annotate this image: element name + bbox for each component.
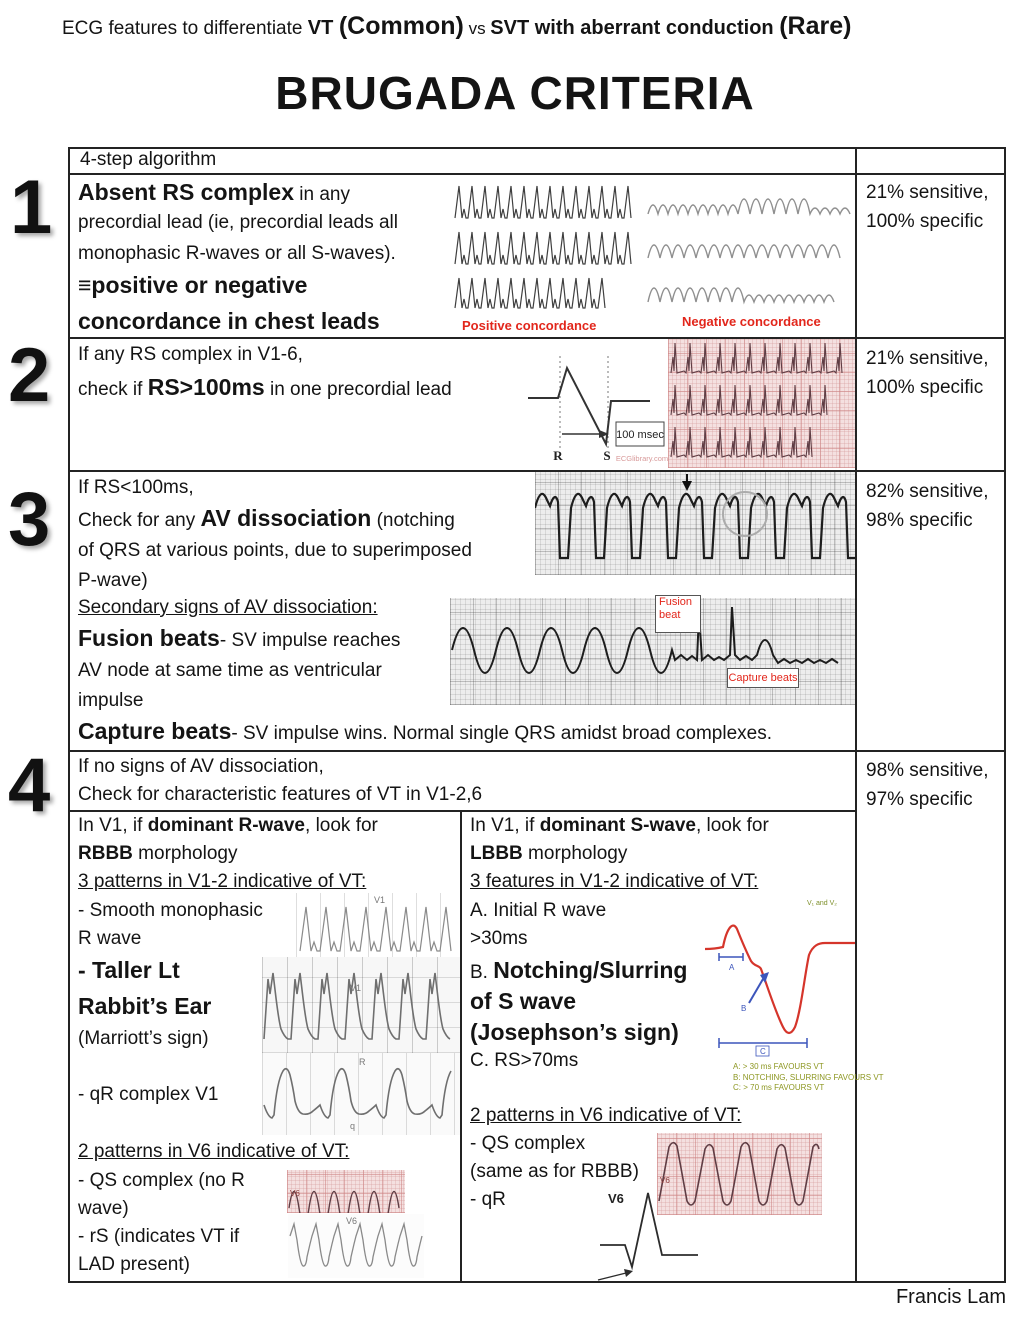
capture-beats-text: - SV impulse wins. Normal single QRS amidst broad complexes.	[231, 723, 773, 744]
v6-qr-diagram	[592, 1183, 707, 1285]
step3-line2	[78, 505, 455, 532]
step4l-intro1	[78, 815, 378, 837]
step3-number: 3	[8, 477, 51, 562]
qr-complex-ecg	[262, 1053, 460, 1135]
label-100msec: 100 msec	[616, 429, 664, 441]
lbbb-features-diagram	[703, 893, 858, 1058]
step1-stats-line2: 100% specific	[866, 211, 984, 232]
positive-concordance-caption: Positive concordance	[462, 318, 597, 333]
negative-concordance-caption: Negative concordance	[682, 314, 821, 329]
header-rare: (Rare)	[779, 12, 852, 40]
step1-bold2: ≡positive or negative	[78, 272, 308, 298]
step2-stats	[866, 344, 989, 402]
step2-stats-line2: 100% specific	[866, 377, 984, 398]
step4l-rs2b: LAD present)	[78, 1254, 190, 1275]
capture-beats-label: Capture beats	[727, 668, 799, 688]
header-line	[62, 12, 851, 41]
diagram-b-label: B	[741, 1004, 747, 1013]
step3-line4: P-wave)	[78, 570, 148, 591]
negative-concordance-ecg	[646, 178, 854, 310]
step1-line3: monophasic R-waves or all S-waves).	[78, 243, 396, 264]
step4-stats-line2: 97% specific	[866, 789, 973, 810]
step4l-intro2-a: RBBB	[78, 843, 133, 864]
step4-number: 4	[8, 743, 51, 828]
v6-label-pink-right: V6	[660, 1176, 670, 1185]
step1-stats-line1: 21% sensitive,	[866, 182, 989, 203]
step3-fusion-line	[78, 625, 400, 652]
step4l-pattern1b: R wave	[78, 928, 142, 949]
step1-rest1: in any	[294, 184, 350, 205]
step4r-intro1-b: dominant S-wave	[539, 815, 696, 836]
step4l-intro2	[78, 843, 237, 865]
step3-capture-line	[78, 718, 772, 745]
capture-beats-bold: Capture beats	[78, 718, 232, 744]
step3-check-bold: AV dissociation	[200, 505, 372, 531]
v6-diagram-label: V6	[608, 1191, 624, 1206]
row-divider-1	[68, 173, 1006, 175]
fusion-beats-text: - SV impulse reaches	[219, 630, 401, 651]
step4l-pattern2b: Rabbit’s Ear	[78, 993, 212, 1019]
step4l-heading2: 2 patterns in V6 indicative of VT:	[78, 1141, 350, 1162]
fusion-beat-label	[655, 595, 701, 633]
step4l-pattern2c: (Marriott’s sign)	[78, 1028, 209, 1049]
page-title: BRUGADA CRITERIA	[275, 67, 755, 119]
step4-stats	[866, 756, 989, 814]
step2-line1: If any RS complex in V1-6,	[78, 344, 303, 365]
step3-secondary-heading: Secondary signs of AV dissociation:	[78, 597, 378, 618]
step4r-featureA2: >30ms	[470, 928, 528, 949]
step3-fusion-line2: AV node at same time as ventricular	[78, 660, 382, 681]
step3-stats-line2: 98% specific	[866, 510, 973, 531]
step4r-featureB3: (Josephson’s sign)	[470, 1019, 679, 1045]
step2-check-suffix: in one precordial lead	[264, 379, 452, 400]
step2-ecg-trace	[668, 339, 855, 468]
step3-stats	[866, 477, 989, 535]
step3-stats-line1: 82% sensitive,	[866, 481, 989, 502]
fusion-beat-label-line1: Fusion	[659, 596, 693, 608]
v6-rs-ecg	[288, 1214, 424, 1278]
step4r-featureA1: A. Initial R wave	[470, 900, 607, 921]
step2-check-bold: RS>100ms	[147, 374, 265, 400]
step4r-intro1	[470, 815, 769, 837]
av-dissociation-ecg	[535, 472, 855, 575]
fusion-beat-label-line2: beat	[659, 609, 681, 621]
label-s: S	[603, 448, 611, 463]
step4r-heading2: 2 patterns in V6 indicative of VT:	[470, 1105, 742, 1126]
step3-check-suffix: (notching	[371, 510, 455, 531]
step4l-rs2a: - rS (indicates VT if	[78, 1226, 240, 1247]
diagram-lead-label: V₁ and V₂	[807, 900, 837, 907]
step4-stats-line1: 98% sensitive,	[866, 760, 989, 781]
step4r-intro2-a: LBBB	[470, 843, 523, 864]
step4r-intro1-a: In V1, if	[470, 815, 540, 836]
step1-bold1: Absent RS complex	[78, 179, 294, 205]
step4r-featureB1	[470, 957, 687, 984]
step2-stats-line1: 21% sensitive,	[866, 348, 989, 369]
step4l-intro1-a: In V1, if	[78, 815, 148, 836]
v6-qs-pink-ecg	[287, 1170, 405, 1213]
step4r-intro1-c: , look for	[695, 815, 769, 836]
step4r-featureC: C. RS>70ms	[470, 1050, 579, 1071]
step1-line1	[78, 179, 350, 206]
v1-label-mid: V1	[350, 983, 362, 993]
step4l-intro1-c: , look for	[305, 815, 378, 836]
v1-monophasic-ecg	[296, 893, 460, 957]
step4l-pattern1a: - Smooth monophasic	[78, 900, 263, 921]
step3-fusion-line3: impulse	[78, 690, 144, 711]
step1-stats	[866, 178, 989, 236]
diagram-legend	[733, 1062, 884, 1094]
step4r-intro2	[470, 843, 627, 865]
footer-author: Francis Lam	[895, 1286, 1006, 1308]
diagram-a-label: A	[729, 963, 735, 972]
step1-line2: precordial lead (ie, precordial leads all	[78, 212, 399, 233]
header-prefix: ECG features to differentiate	[62, 18, 308, 39]
stats-column-divider	[855, 147, 857, 1283]
header-svt: SVT with aberrant conduction	[490, 17, 780, 39]
step4-line2: Check for characteristic features of VT in V1-2,6	[78, 784, 483, 805]
step4l-intro1-b: dominant R-wave	[147, 815, 306, 836]
step2-line2	[78, 374, 452, 401]
r-label: R	[359, 1057, 366, 1067]
step4l-qs1b: wave)	[78, 1198, 129, 1219]
step4r-qs1: - QS complex	[470, 1133, 586, 1154]
header-vt: VT	[307, 17, 339, 39]
step4-line1: If no signs of AV dissociation,	[78, 756, 324, 777]
legend-line-c: C: > 70 ms FAVOURS VT	[733, 1083, 825, 1092]
header-vs: vs	[463, 19, 491, 38]
step4l-pattern3: - qR complex V1	[78, 1084, 219, 1105]
v1-label-top: V1	[374, 895, 386, 905]
header-common: (Common)	[338, 12, 464, 40]
row-divider-2	[68, 337, 1006, 339]
legend-line-a: A: > 30 ms FAVOURS VT	[733, 1062, 824, 1071]
algorithm-label: 4-step algorithm	[80, 149, 217, 170]
step3-line1: If RS<100ms,	[78, 477, 194, 498]
v6-label-white-left: V6	[346, 1216, 358, 1226]
fusion-beats-bold: Fusion beats	[78, 625, 220, 651]
step3-check-prefix: Check for any	[78, 510, 201, 531]
step4l-pattern2a: - Taller Lt	[78, 957, 180, 983]
positive-concordance-ecg	[452, 176, 640, 314]
step4l-heading1: 3 patterns in V1-2 indicative of VT:	[78, 871, 367, 892]
row-divider-4	[68, 750, 1006, 752]
step2-check-prefix: check if	[78, 379, 148, 400]
step4r-b-prefix: B.	[470, 962, 494, 983]
step3-line3: of QRS at various points, due to superimposed	[78, 540, 472, 561]
step4r-intro2-b: morphology	[522, 843, 628, 864]
step4-column-divider	[460, 810, 462, 1283]
fusion-capture-ecg	[450, 598, 855, 705]
step4r-b-bold1: Notching/Slurring	[493, 957, 688, 983]
step2-number: 2	[8, 333, 51, 418]
v6-label-pink-left: V6	[290, 1189, 300, 1198]
q-label: q	[350, 1121, 356, 1131]
legend-line-b: B: NOTCHING, SLURRING FAVOURS VT	[733, 1072, 884, 1082]
label-r: R	[553, 448, 563, 463]
step4l-qs1a: - QS complex (no R	[78, 1170, 245, 1191]
step1-bold3: concordance in chest leads	[78, 308, 380, 334]
diagram-c-label: C	[760, 1047, 766, 1056]
rs-interval-diagram	[520, 346, 670, 464]
ecg-watermark: ECGlibrary.com	[615, 454, 669, 463]
step4r-qr: - qR	[470, 1189, 506, 1210]
step4r-heading1: 3 features in V1-2 indicative of VT:	[470, 871, 759, 892]
step2-ecg-strip	[668, 339, 855, 468]
v1-rabbit-ear-ecg	[262, 957, 460, 1053]
step4l-intro2-b: morphology	[132, 843, 238, 864]
step4r-featureB2: of S wave	[470, 988, 577, 1014]
step1-number: 1	[10, 165, 53, 250]
step4r-qs2: (same as for RBBB)	[470, 1161, 639, 1182]
